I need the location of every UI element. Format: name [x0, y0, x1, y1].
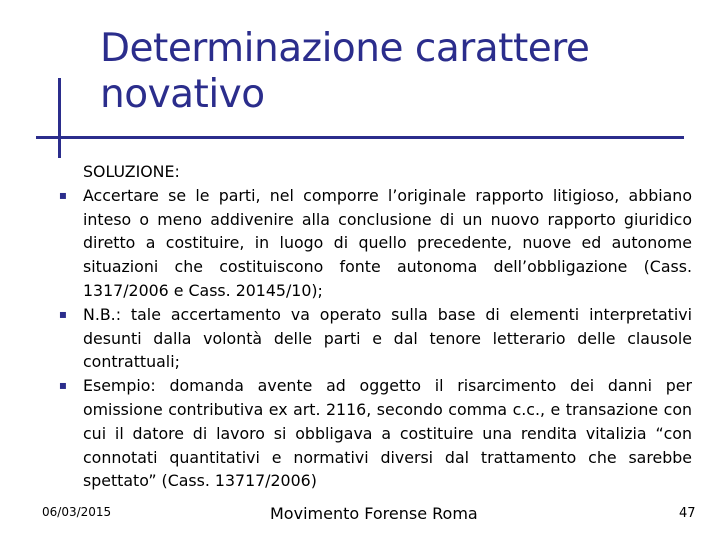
- footer-organization: Movimento Forense Roma: [270, 504, 478, 523]
- horizontal-accent-line: [36, 136, 684, 139]
- bullet-text-2: N.B.: tale accertamento va operato sulla base di elementi interpretativi desunti dalla volontà delle parti e dal tenore letterario delle clausole contrattuali;: [83, 304, 692, 372]
- bullet-text-3: Esempio: domanda avente ad oggetto il risarcimento dei danni per omissione contributiva ex art. 2116, secondo comma c.c., e transazione con cui il datore di lavoro si obbligava a costituire una rendita vitalizia “con connotati quantitativi e normativi diversi dal trattamento che sarebbe spettato” (Cass. 13717/2006): [83, 376, 692, 491]
- bullet-item-2: [58, 303, 692, 374]
- bullet-text-1: Accertare se le parti, nel comporre l’originale rapporto litigioso, abbiano inteso o meno addivenire alla conclusione di un nuovo rapporto giuridico diretto a costituire, in luogo di quello precedente, nuove ed autonome situazioni che costituiscono fonte autonoma dell’obbligazione (Cass. 1317/2006 e Cass. 20145/10);: [83, 185, 692, 300]
- square-bullet-icon: ▪: [58, 306, 68, 321]
- footer-date: 06/03/2015: [42, 505, 112, 519]
- slide-title-line-1: Determinazione carattere: [100, 26, 590, 71]
- slide-title-line-2: novativo: [100, 72, 265, 117]
- section-heading: SOLUZIONE:: [83, 162, 180, 181]
- bullet-item-1: [58, 184, 692, 303]
- square-bullet-icon: ▪: [58, 378, 68, 393]
- bullet-item-3: [58, 374, 692, 493]
- square-bullet-icon: ▪: [58, 187, 68, 202]
- slide-body: [58, 160, 692, 493]
- slide-title: [100, 26, 700, 118]
- vertical-accent-line: [58, 78, 61, 158]
- page-number: 47: [679, 506, 696, 521]
